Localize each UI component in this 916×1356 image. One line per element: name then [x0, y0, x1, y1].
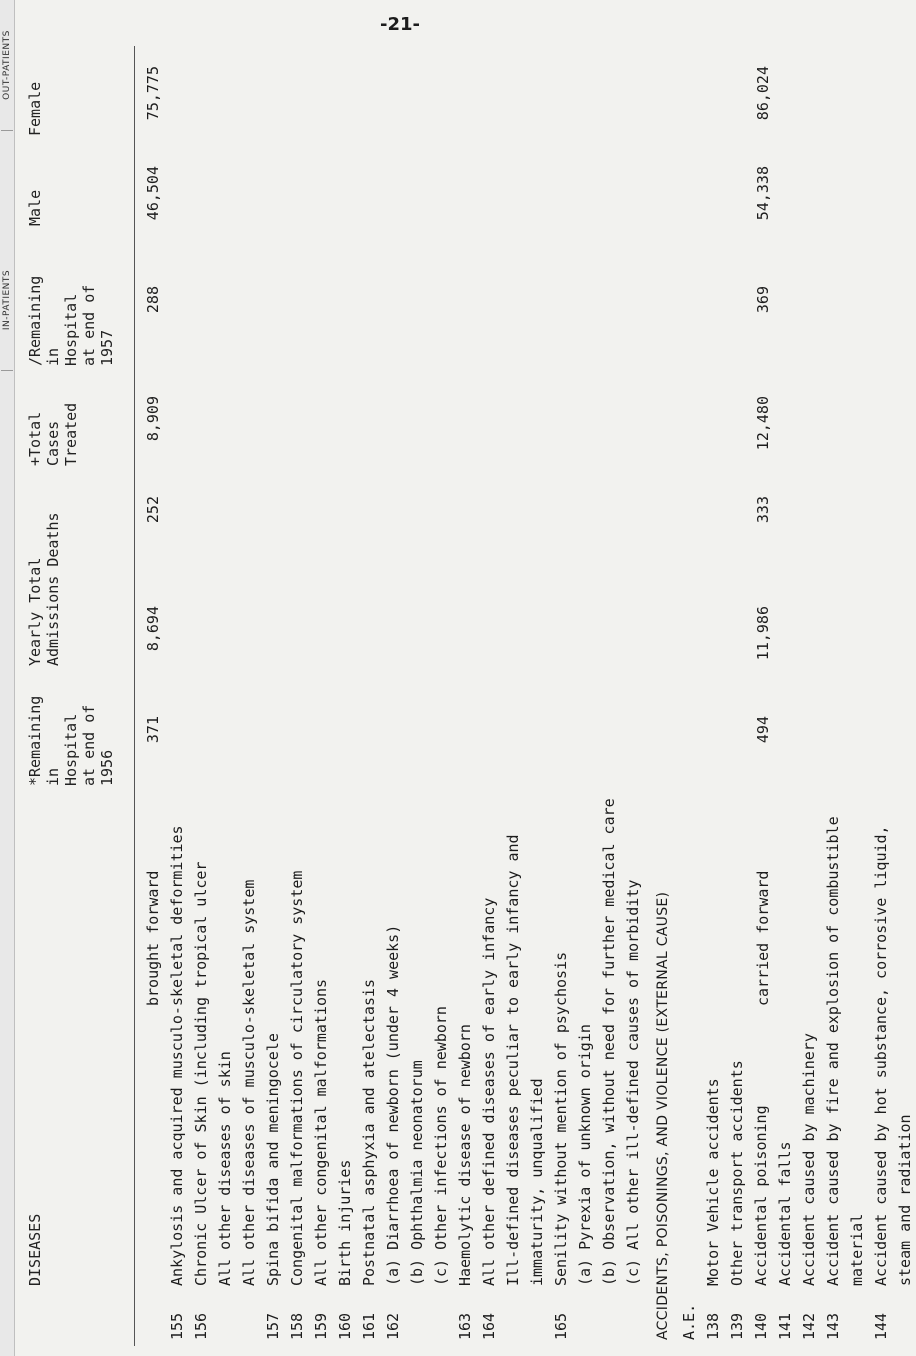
table-row [726, 46, 748, 1346]
row-label: Spina bifida and meningocele [264, 1033, 282, 1286]
row-code: 139 [728, 1312, 746, 1340]
table-row [622, 46, 644, 1346]
row-label: Accident caused by fire and explosion of combustible [824, 816, 842, 1286]
edge-tab-strip [0, 0, 15, 1356]
rotated-table [22, 46, 914, 1346]
brought-forward-rem57: 288 [144, 286, 162, 314]
brought-forward-adm: 8,694 [144, 606, 162, 652]
header-total-treated: +Total Cases Treated [26, 402, 80, 466]
header-remaining-end: /Remaining in Hospital at end of 1957 [26, 275, 116, 366]
row-label: Birth injuries [336, 1159, 354, 1286]
carried-forward-male: 54,338 [754, 166, 772, 221]
table-header [22, 46, 132, 1346]
row-code: 157 [264, 1312, 282, 1340]
table-row [478, 46, 500, 1346]
brought-forward-female: 75,775 [144, 66, 162, 121]
table-row [574, 46, 596, 1346]
row-label: All other defined diseases of early infancy [480, 897, 498, 1286]
row-label: Accidental falls [776, 1141, 794, 1286]
row-code: 138 [704, 1312, 722, 1340]
page-number: -21- [380, 14, 420, 35]
table-row [550, 46, 572, 1346]
row-label: Accidental poisoning [752, 1105, 770, 1286]
header-female: Female [26, 81, 44, 136]
row-code: 140 [752, 1312, 770, 1340]
row-code: 159 [312, 1312, 330, 1340]
carried-forward-total: 12,480 [754, 396, 772, 451]
table-row [166, 46, 188, 1346]
table-row [358, 46, 380, 1346]
row-label: Ankylosis and acquired musculo-skeletal deformities [168, 825, 186, 1286]
brought-forward-total: 8,909 [144, 396, 162, 442]
table-row [214, 46, 236, 1346]
table-row [382, 46, 404, 1346]
row-code: 156 [192, 1312, 210, 1340]
table-row [310, 46, 332, 1346]
header-rule [134, 46, 135, 1346]
row-code: 143 [824, 1312, 842, 1340]
table-row [894, 46, 916, 1346]
edge-tab-in-patients [1, 230, 13, 371]
row-label: Postnatal asphyxia and atelectasis [360, 978, 378, 1286]
brought-forward-male: 46,504 [144, 166, 162, 221]
carried-forward-adm: 11,986 [754, 606, 772, 661]
carried-forward-female: 86,024 [754, 66, 772, 121]
row-label: Motor Vehicle accidents [704, 1078, 722, 1286]
table-row [430, 46, 452, 1346]
carried-forward-row [752, 46, 774, 1346]
table-row [822, 46, 844, 1346]
row-label: Congenital malformations of circulatory system [288, 870, 306, 1286]
row-label: (b) Ophthalmia neonatorum [408, 1060, 426, 1286]
row-label: Senility without mention of psychosis [552, 951, 570, 1286]
row-code: 158 [288, 1312, 306, 1340]
table-row [238, 46, 260, 1346]
header-remaining-start: *Remaining in Hospital at end of 1956 [26, 695, 116, 786]
table-row [262, 46, 284, 1346]
row-code: 142 [800, 1312, 818, 1340]
row-label: Accident caused by hot substance, corrosive liquid, [872, 825, 890, 1286]
carried-forward-label: carried forward [754, 870, 772, 1006]
header-diseases: DISEASES [26, 1213, 44, 1286]
row-code: A.E. [680, 1303, 698, 1340]
row-label: All other diseases of musculo-skeletal system [240, 879, 258, 1286]
row-code: 160 [336, 1312, 354, 1340]
row-label: Accident caused by machinery [800, 1033, 818, 1286]
carried-forward-deaths: 333 [754, 496, 772, 524]
table-row [870, 46, 892, 1346]
row-label: Ill-defined diseases peculiar to early infancy and [504, 834, 522, 1286]
row-code: 163 [456, 1312, 474, 1340]
edge-tab-out-patients-label: OUT-PATIENTS [2, 30, 12, 100]
row-code: 165 [552, 1312, 570, 1340]
table-row [678, 46, 700, 1346]
row-label: (a) Pyrexia of unknown origin [576, 1024, 594, 1286]
section-heading-external-causes: ACCIDENTS, POISONINGS, AND VIOLENCE (EXTERNAL CAUSE) [655, 891, 671, 1340]
table-row [526, 46, 548, 1346]
row-label: immaturity, unqualified [528, 1078, 546, 1286]
row-code: 144 [872, 1312, 890, 1340]
carried-forward-rem57: 369 [754, 286, 772, 314]
table-row [598, 46, 620, 1346]
brought-forward-label: brought forward [144, 870, 162, 1006]
brought-forward-rem56: 371 [144, 716, 162, 744]
table-row [774, 46, 796, 1346]
row-label: steam and radiation [896, 1114, 914, 1286]
row-label: (b) Observation, without need for further medical care [600, 798, 618, 1286]
table-row [702, 46, 724, 1346]
row-label: Chronic Ulcer of Skin (including tropical ulcer [192, 861, 210, 1286]
row-label: material [848, 1213, 866, 1286]
row-code: 164 [480, 1312, 498, 1340]
brought-forward-deaths: 252 [144, 496, 162, 524]
row-label: (c) Other infections of newborn [432, 1006, 450, 1286]
header-male: Male [26, 189, 44, 226]
table-row [334, 46, 356, 1346]
table-row [846, 46, 868, 1346]
table-body [142, 46, 914, 1346]
table-row [454, 46, 476, 1346]
row-code: 141 [776, 1312, 794, 1340]
table-row [502, 46, 524, 1346]
header-admissions-deaths: Yearly Total Admissions Deaths [26, 512, 62, 666]
row-code: 162 [384, 1312, 402, 1340]
row-label: (a) Diarrhoea of newborn (under 4 weeks) [384, 924, 402, 1286]
row-label: Other transport accidents [728, 1060, 746, 1286]
table-row [286, 46, 308, 1346]
row-label: All other diseases of skin [216, 1051, 234, 1286]
table-row [798, 46, 820, 1346]
carried-forward-rem56: 494 [754, 716, 772, 744]
table-row [406, 46, 428, 1346]
table-row [190, 46, 212, 1346]
edge-tab-in-patients-label: IN-PATIENTS [2, 269, 13, 331]
row-code: 155 [168, 1312, 186, 1340]
brought-forward-row [142, 46, 164, 1346]
row-code: 161 [360, 1312, 378, 1340]
row-label: (c) All other ill-defined causes of morbidity [624, 879, 642, 1286]
row-label: All other congenital malformations [312, 978, 330, 1286]
row-label: Haemolytic disease of newborn [456, 1024, 474, 1286]
